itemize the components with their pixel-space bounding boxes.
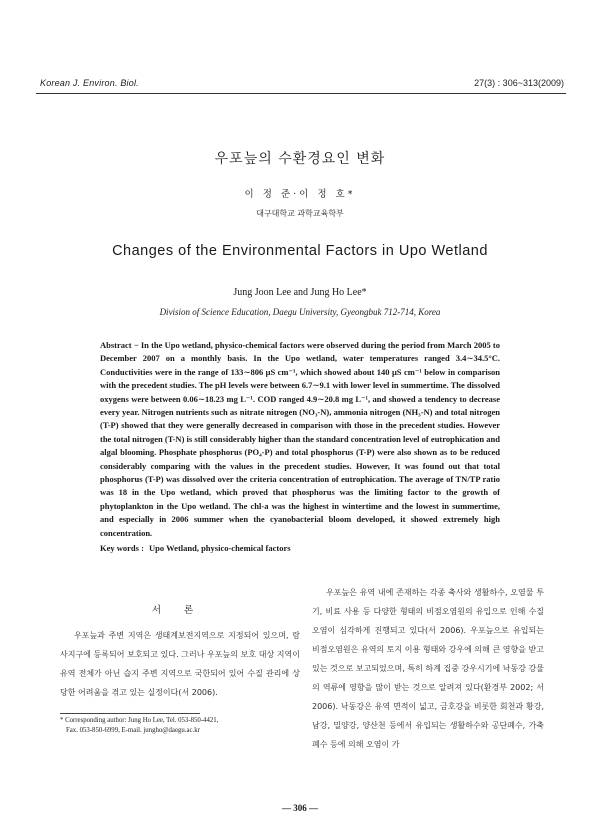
korean-affiliation: 대구대학교 과학교육학부 xyxy=(256,209,344,218)
footnote xyxy=(60,716,300,736)
keywords-label: Key words : xyxy=(100,543,144,553)
english-affiliation: Division of Science Education, Daegu University, Gyeongbuk 712-714, Korea xyxy=(159,307,441,317)
footnote-line: * Corresponding author: Jung Ho Lee, Tel. 053-850-4421, xyxy=(60,717,219,724)
body-paragraph: 우포늪은 유역 내에 존재하는 각종 축사와 생활하수, 오염물 투기, 비료 사용 등 다양한 형태의 비점오염원의 유입으로 인해 수질오염이 심각하게 진행되고 있다(서 2006). 우포늪으로 유입되는 비점오염원은 유역의 토지 이용 형태와 강우에 의해 큰 영향을 받고 있는 것으로 보고되었으며, 특히 하계 집중 강우시기에 낙동강 강물의 역류에 영향을 많이 받는 것으로 알려져 있다(환경부 2002; 서 2006). 낙동강은 유역 면적이 넓고, 금호강을 비롯한 회천과 황강, 남강, 밀양강, 양산천 등에서 유입되는 생활하수와 공단폐수, 가축폐수 등에 의해 오염이 가 xyxy=(312,588,544,749)
journal-name: Korean J. Environ. Biol. xyxy=(40,78,139,88)
section-heading-introduction: 서 론 xyxy=(151,605,204,616)
body-column-left xyxy=(60,626,300,702)
header-rule xyxy=(36,93,566,94)
keywords xyxy=(100,543,500,553)
footnote-rule xyxy=(60,713,200,714)
body-paragraph: 우포늪과 주변 지역은 생태계보전지역으로 지정되어 있으며, 람사지구에 등록되어 보호되고 있다. 그러나 우포늪의 보호 대상 지역이 유역 전체가 아닌 습지 주변 지역으로 국한되어 있어 수질 관리에 상당한 어려움을 겪고 있는 실정이다(서 2006). xyxy=(60,631,300,697)
keywords-text: Upo Wetland, physico-chemical factors xyxy=(149,543,291,553)
running-header xyxy=(36,78,566,93)
footnote-line: Fax. 053-850-6999, E-mail. jungho@daegu.ac.kr xyxy=(66,727,200,734)
page-number: — 306 — xyxy=(282,803,318,813)
citation-info: 27(3) : 306~313(2009) xyxy=(474,78,564,88)
english-title: Changes of the Environmental Factors in Upo Wetland xyxy=(112,243,488,259)
korean-authors: 이 정 준·이 정 호* xyxy=(244,189,356,200)
body-column-right xyxy=(312,583,544,754)
abstract: Abstract − In the Upo wetland, physico-chemical factors were observed during the period from March 2005 to December 2007 on a monthly basis. In the Upo wetland, water temperatures ranged 3.4∼34.5°C. Conductivities were in the range of 133∼806 μS cm⁻¹, which showed about 140 μS cm⁻¹ below in comparison with the precedent studies. The pH levels were between 6.7∼9.1 with lower level in summertime. The dissolved oxygens were between 0.06∼18.23 mg L⁻¹. COD ranged 4.9∼20.8 mg L⁻¹, and showed a tendency to decrease every year. Nitrogen nutrients such as nitrate nitrogen (NO₃-N), ammonia nitrogen (NH₃-N) and total nitrogen (T-P) showed that they were generally decreased in comparison with those in the precedent studies. However the total nitrogen (T-N) is still considerably higher than the standard concentration level of eutrophication and algal blooming. Phosphate phosphorus (PO₄-P) and total phosphorus (T-P) were also shown as to be reduced considerably comparing with the values in the precedent studies. However, It was found out that total phosphorus (T-P) was dissolved over the criteria concentration of eutrophication. The average of TN/TP ratio was 18 in the Upo wetland, which proved that phosphorus was the limiting factor to the growth of phytoplankton in the Upo wetland. The chl-a was the highest in wintertime and the lowest in summertime, and especially in 2006 summer when the cyanobacterial bloom developed, it showed extremely high concentration. xyxy=(100,340,500,538)
english-authors: Jung Joon Lee and Jung Ho Lee* xyxy=(233,287,367,298)
korean-title: 우포늪의 수환경요인 변화 xyxy=(214,151,386,167)
